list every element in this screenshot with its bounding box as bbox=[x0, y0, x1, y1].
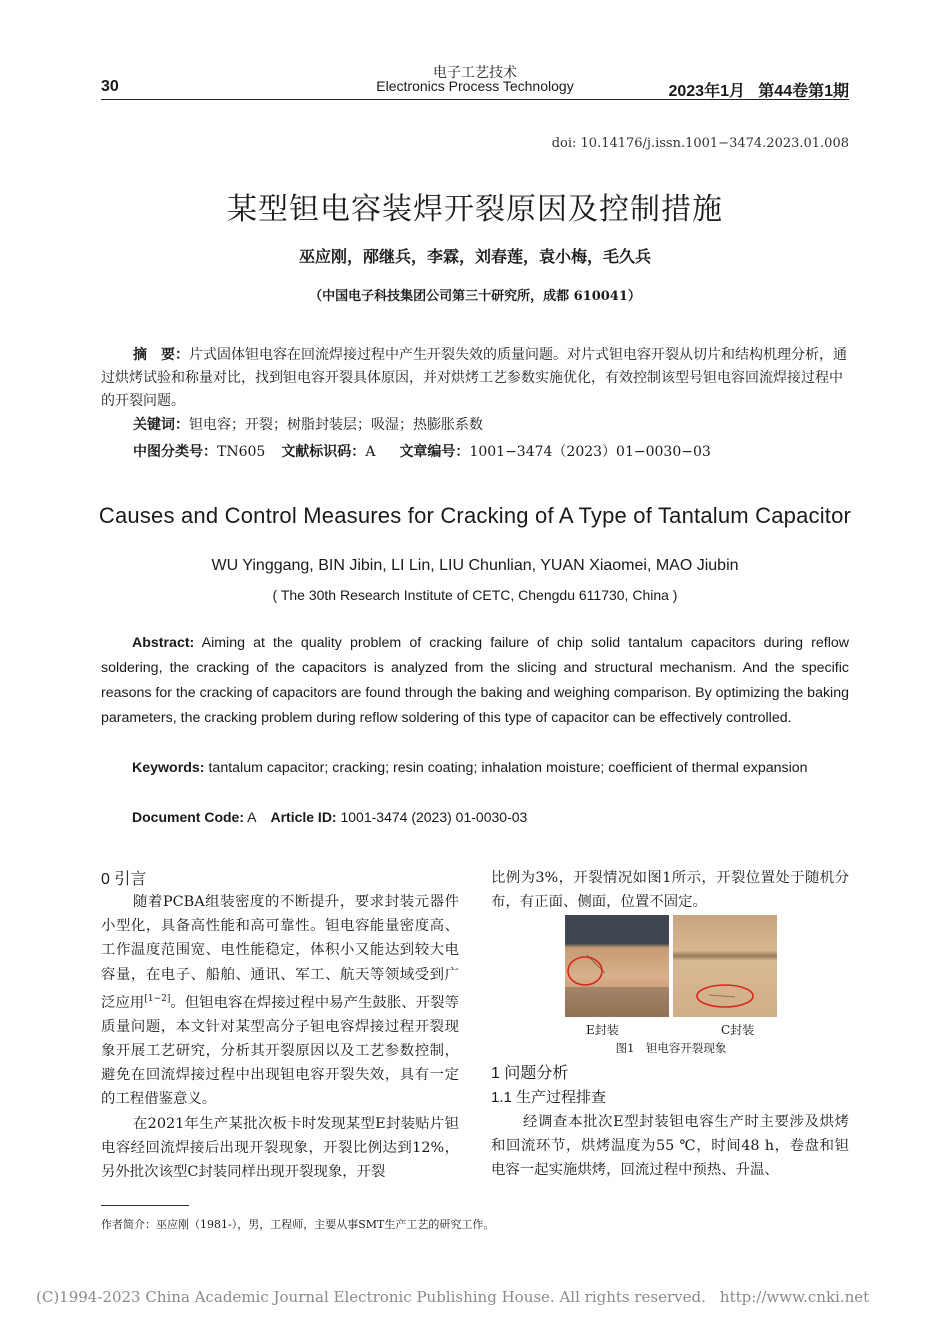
authors-en: WU Yinggang, BIN Jibin, LI Lin, LIU Chunlian, YUAN Xiaomei, MAO Jiubin bbox=[211, 557, 739, 574]
para1-text: 随着PCBA组装密度的不断提升，要求封装元器件小型化，具备高性能和高可靠性。钽电容能量密度高、工作温度范围宽、电性能稳定，体积小又能达到较大电容量，在电子、船舶、通讯、军工、航天等领域受到广泛应用 bbox=[101, 894, 459, 1011]
paper-title-en: Causes and Control Measures for Cracking of A Type of Tantalum Capacitor bbox=[98, 503, 852, 528]
clc-value: TN605 bbox=[217, 444, 266, 460]
keywords-en-text: tantalum capacitor; cracking; resin coating; inhalation moisture; coefficient of thermal expansion bbox=[208, 760, 808, 776]
figure-caption: 图1 钽电容开裂现象 bbox=[615, 1041, 727, 1055]
doc-id-label: 文献标识码： bbox=[281, 444, 366, 460]
journal-title-en: Electronics Process Technology bbox=[376, 78, 574, 94]
keywords-cn bbox=[101, 414, 849, 437]
photo-e-package bbox=[565, 915, 669, 1017]
left-column bbox=[101, 890, 459, 1184]
doc-id-value: A bbox=[365, 444, 376, 460]
header-rule bbox=[101, 99, 849, 100]
affiliation-cn: （中国电子科技集团公司第三十研究所，成都 610041） bbox=[309, 289, 641, 304]
issue-info: 2023年1月 第44卷第1期 bbox=[668, 83, 849, 100]
figure-sublabel-e: E封装 bbox=[586, 1023, 619, 1037]
keywords-en bbox=[101, 756, 849, 781]
abstract-cn-text: 片式固体钽电容在回流焊接过程中产生开裂失效的质量问题。对片式钽电容开裂从切片和结构机理分析，通过烘烤试验和称量对比，找到钽电容开裂具体原因，并对烘烤工艺参数实施优化，有效控制该型号钽电容回流焊接过程中的开裂问题。 bbox=[101, 347, 847, 409]
author-note: 作者简介：巫应刚（1981-），男，工程师，主要从事SMT生产工艺的研究工作。 bbox=[101, 1218, 495, 1231]
citation[interactable]: [1−2] bbox=[144, 993, 171, 1004]
keywords-en-label: Keywords: bbox=[132, 760, 205, 776]
body-paragraph: 经调查本批次E型封装钽电容生产时主要涉及烘烤和回流环节，烘烤温度为55 ℃，时间48 h，卷盘和钽电容一起实施烘烤，回流过程中预热、升温、 bbox=[491, 1114, 849, 1179]
copyright-line bbox=[36, 1288, 883, 1306]
photo-c-overlay bbox=[673, 915, 777, 1017]
right-column-top: 比例为3%，开裂情况如图1所示，开裂位置处于随机分布，有正面、侧面，位置不固定。 bbox=[491, 870, 849, 911]
doc-code-label: Document Code: bbox=[132, 809, 244, 825]
section-heading-analysis: 1 问题分析 bbox=[491, 1065, 569, 1082]
authors-cn: 巫应刚，邴继兵，李霖，刘春莲，袁小梅，毛久兵 bbox=[298, 247, 651, 266]
abstract-cn bbox=[101, 344, 849, 413]
page-number: 30 bbox=[101, 78, 119, 95]
article-no-value: 1001−3474（2023）01−0030−03 bbox=[469, 444, 711, 460]
cnki-link[interactable]: http://www.cnki.net bbox=[719, 1288, 870, 1306]
article-id-value: 1001-3474 (2023) 01-0030-03 bbox=[340, 809, 528, 825]
body-paragraph bbox=[101, 890, 459, 1112]
journal-title-cn: 电子工艺技术 bbox=[433, 65, 517, 81]
classification-cn bbox=[101, 441, 849, 464]
doi[interactable]: doi: 10.14176/j.issn.1001−3474.2023.01.008 bbox=[551, 136, 849, 151]
keywords-cn-text: 钽电容；开裂；树脂封装层；吸湿；热膨胀系数 bbox=[189, 417, 483, 433]
abstract-en-text: Aiming at the quality problem of cracking failure of chip solid tantalum capacitors during reflow soldering, the cracking of the capacitors is analyzed from the slicing and structural mechanism. And the specific reasons for the cracking of capacitors are found through the baking and weighing comparison. By optimizing the baking parameters, the cracking problem during reflow soldering of this type of capacitor can be effectively controlled. bbox=[101, 635, 849, 726]
abstract-en bbox=[101, 631, 849, 731]
article-id-label: Article ID: bbox=[270, 809, 337, 825]
section-heading-intro: 0 引言 bbox=[101, 871, 147, 888]
doc-code-value: A bbox=[247, 809, 257, 825]
abstract-cn-label: 摘 要： bbox=[133, 347, 189, 363]
paper-title-cn: 某型钽电容装焊开裂原因及控制措施 bbox=[227, 193, 723, 226]
body-paragraph: 在2021年生产某批次板卡时发现某型E封装贴片钽电容经回流焊接后出现开裂现象，开裂比例达到12%，另外批次该型C封装同样出现开裂现象，开裂 bbox=[101, 1115, 459, 1181]
photo-c-package bbox=[673, 915, 777, 1017]
subsection-heading: 1.1 生产过程排查 bbox=[491, 1089, 607, 1106]
abstract-en-label: Abstract: bbox=[132, 635, 195, 651]
footnote-rule bbox=[101, 1205, 189, 1206]
document-code-en bbox=[132, 806, 527, 828]
keywords-cn-label: 关键词： bbox=[133, 417, 189, 433]
figure-sublabel-c: C封装 bbox=[721, 1023, 755, 1037]
para1-rest: 。但钽电容在焊接过程中易产生鼓胀、开裂等质量问题，本文针对某型高分子钽电容焊接过程开裂现象开展工艺研究，分析其开裂原因以及工艺参数控制，避免在回流焊接过程中出现钽电容开裂失效，具有一定的工程借鉴意义。 bbox=[101, 994, 459, 1108]
photo-e-overlay bbox=[565, 915, 669, 1017]
affiliation-en: ( The 30th Research Institute of CETC, Chengdu 611730, China ) bbox=[272, 587, 678, 603]
clc-label: 中图分类号： bbox=[133, 444, 217, 460]
right-column-bottom bbox=[491, 1110, 849, 1183]
article-no-label: 文章编号： bbox=[399, 444, 470, 460]
figure-1 bbox=[565, 915, 777, 1017]
copyright-text: (C)1994-2023 China Academic Journal Electronic Publishing House. All rights reserved. bbox=[36, 1288, 706, 1306]
crack-marker-ellipse bbox=[568, 957, 602, 985]
